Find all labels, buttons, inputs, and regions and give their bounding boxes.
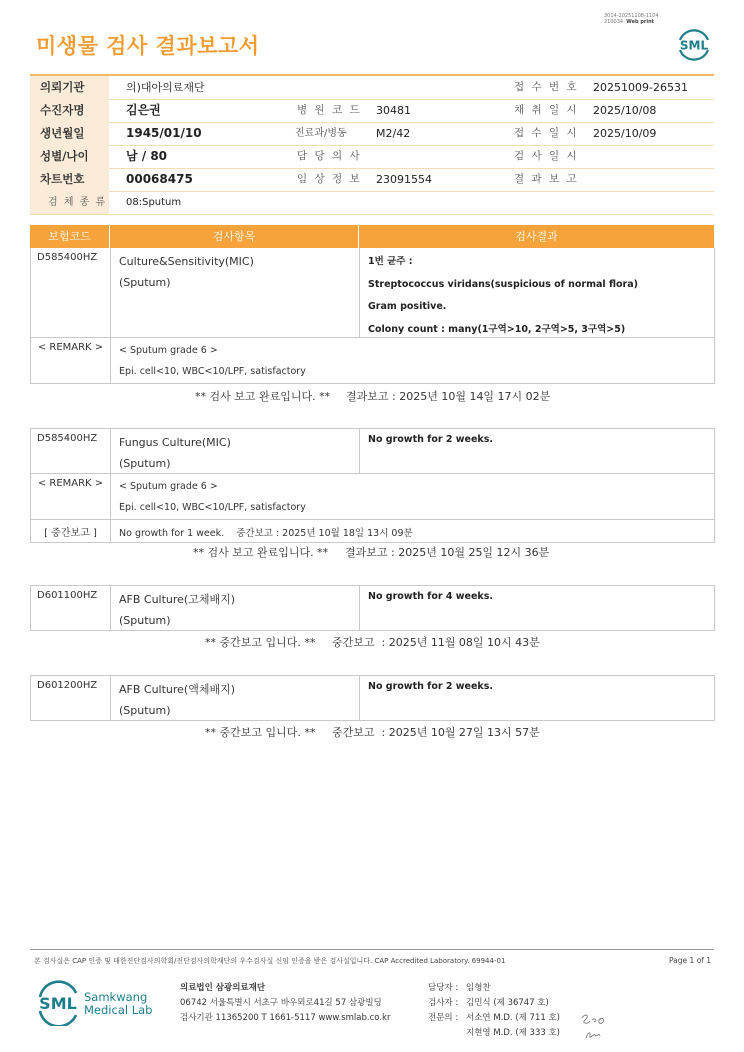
divider [359,586,360,630]
header-code: 보험코드 [48,230,91,243]
report-title: 미생물 검사 결과보고서 [36,34,260,58]
staff-name: 서소연 M.D. (제 711 호) [466,1013,561,1023]
remark-detail: Epi. cell<10, WBC<10/LPF, satisfactory [119,366,306,377]
info-row-sex-age [30,145,714,169]
label-hospital-code: 병 원 코 드 [297,104,362,116]
divider [110,586,111,630]
samkwang-logo-name1: Samkwang [84,990,148,1004]
info-row-patient-name [30,99,714,123]
staff-role: 검사자 : [428,998,459,1008]
result-line: No growth for 2 weeks. [368,434,493,445]
test-item-name: AFB Culture(고체배지) [119,593,236,606]
info-row-institution [30,76,714,100]
label-specimen: 검 체 종 류 [48,197,107,208]
header-divider [358,225,359,248]
remark-label: < REMARK > [37,478,104,489]
value-hospital-code: 30481 [376,104,411,117]
label-department: 진료과/병동 [295,128,347,139]
test-item-name: AFB Culture(액체배지) [119,683,236,696]
test-item-specimen: (Sputum) [119,704,171,717]
report-status: ** 중간보고 입니다. ** [205,636,316,649]
divider [110,338,111,383]
staff-row [428,981,560,996]
divider [110,676,111,720]
result-block [30,428,715,543]
report-status: ** 검사 보고 완료입니다. ** [195,390,331,403]
test-item-name: Fungus Culture(MIC) [119,436,231,449]
insurance-code: D601100HZ [37,590,98,601]
divider [359,429,360,473]
remark-row [31,338,714,383]
label-patient-name: 수진자명 [40,103,85,117]
test-result [368,676,493,699]
remark-row [31,474,714,520]
accreditation-note: 본 검사실은 CAP 인증 및 대한진단검사의학회/진단검사의학재단의 우수검사실 신임 인증을 받은 검사실입니다. CAP Accredited Laboratory. 69944-01 [34,957,506,965]
insurance-code: D601200HZ [37,680,98,691]
divider [110,429,111,473]
value-patient-name: 김은권 [126,103,161,117]
samkwang-logo-mark: SML [39,994,77,1013]
result-block [30,585,715,631]
info-row-specimen [30,191,714,215]
result-line: 1번 균주 : [368,256,413,267]
value-department: M2/42 [376,127,411,140]
result-row [31,429,714,474]
test-item [119,679,235,721]
info-row-chart-no [30,168,714,192]
result-block [30,675,715,721]
result-line: No growth for 2 weeks. [368,681,493,692]
result-line: Streptococcus viridans(suspicious of normal flora) [368,278,638,290]
interim-text: No growth for 1 week. 중간보고 : 2025년 10월 18일 13시 09분 [119,528,413,539]
org-address: 06742 서울특별시 서초구 바우뫼로41길 57 삼광빌딩 [180,998,382,1008]
value-receipt-date: 2025/10/09 [593,127,657,140]
report-time: 결과보고 : 2025년 10월 14일 17시 02분 [346,390,551,403]
result-row [31,676,714,720]
test-item-specimen: (Sputum) [119,457,171,470]
value-clinical-info: 23091554 [376,173,432,186]
sml-logo-text: SML [679,38,709,53]
result-row [31,586,714,630]
test-item [119,251,254,293]
remark-grade: < Sputum grade 6 > [119,481,218,492]
sml-logo [674,26,714,62]
header-divider [109,225,110,248]
remark-label: < REMARK > [37,342,104,353]
result-line: Colony count : many(1구역>10, 2구역>5, 3구역>5) [368,323,626,335]
value-birthdate: 1945/01/10 [126,126,202,140]
test-item [119,432,231,474]
header-item: 검사항목 [212,230,256,243]
label-doctor: 담 당 의 사 [297,150,362,162]
staff-row [428,996,560,1011]
samkwang-logo [36,980,156,1026]
test-item-name: Culture&Sensitivity(MIC) [119,255,254,268]
value-collection-date: 2025/10/08 [593,104,657,117]
interim-label: [ 중간보고 ] [44,528,97,539]
result-block [30,248,715,384]
test-result [368,429,493,452]
result-line: No growth for 4 weeks. [368,591,493,602]
insurance-code: D585400HZ [37,252,98,263]
print-meta-id: 3014-20251108-1104 [604,13,659,19]
samkwang-logo-name2: Medical Lab [84,1003,153,1017]
divider [110,248,111,337]
label-test-date: 검 사 일 시 [514,150,579,162]
label-receipt-date: 접 수 일 시 [514,127,579,139]
label-result-report: 결 과 보 고 [514,173,579,185]
results-header [30,225,714,248]
divider [359,248,360,337]
org-name: 의료법인 삼광의료재단 [180,983,266,993]
label-birthdate: 생년월일 [40,126,85,140]
label-chart-no: 차트번호 [40,172,85,186]
print-meta-code: 210034 [604,19,624,25]
test-item-specimen: (Sputum) [119,614,171,627]
staff-name: 지현영 M.D. (제 333 호) [466,1028,561,1038]
label-clinical-info: 임 상 정 보 [297,173,362,185]
report-time: 중간보고 : 2025년 10월 27일 13시 57분 [332,726,540,739]
value-chart-no: 00068475 [126,172,193,186]
test-item-specimen: (Sputum) [119,276,171,289]
staff-list [428,981,560,1041]
interim-row [31,520,714,542]
value-specimen: 08:Sputum [126,197,182,208]
staff-row [428,1011,560,1026]
divider [110,520,111,542]
report-time: 중간보고 : 2025년 11월 08일 10시 43분 [332,636,540,649]
staff-row [428,1026,560,1041]
report-status: ** 중간보고 입니다. ** [205,726,316,739]
staff-name: 임형찬 [466,983,491,993]
insurance-code: D585400HZ [37,433,98,444]
label-accession-no: 접 수 번 호 [514,81,579,93]
report-status: ** 검사 보고 완료입니다. ** [193,546,329,559]
report-time: 결과보고 : 2025년 10월 25일 12시 36분 [345,546,550,559]
page-number: Page 1 of 1 [669,956,712,965]
staff-role: 전문의 : [428,1013,459,1023]
test-item [119,589,235,631]
test-result [368,586,493,609]
print-meta [604,13,659,25]
value-sex-age: 남 / 80 [126,149,168,163]
remark-grade: < Sputum grade 6 > [119,345,218,356]
label-institution: 의뢰기관 [40,80,85,94]
info-row-birthdate [30,122,714,146]
value-accession-no: 20251009-26531 [593,81,688,94]
signature-image [578,1008,612,1042]
remark-detail: Epi. cell<10, WBC<10/LPF, satisfactory [119,502,306,513]
result-row [31,248,714,338]
footer-divider [30,949,714,950]
divider [110,474,111,519]
result-line: Gram positive. [368,301,447,312]
header-result: 검사결과 [515,230,558,243]
divider [359,676,360,720]
value-institution: 의)대아의료재단 [126,81,205,94]
org-contact: 검사기관 11365200 T 1661-5117 www.smlab.co.kr [180,1013,391,1023]
staff-role: 담당자 : [428,983,459,993]
label-collection-date: 채 취 일 시 [514,104,579,116]
test-result [368,251,638,341]
print-meta-mode: Web print [626,19,655,25]
organization-info [180,981,390,1026]
staff-name: 김민식 (제 36747 호) [466,998,549,1008]
label-sex-age: 성별/나이 [40,149,89,163]
